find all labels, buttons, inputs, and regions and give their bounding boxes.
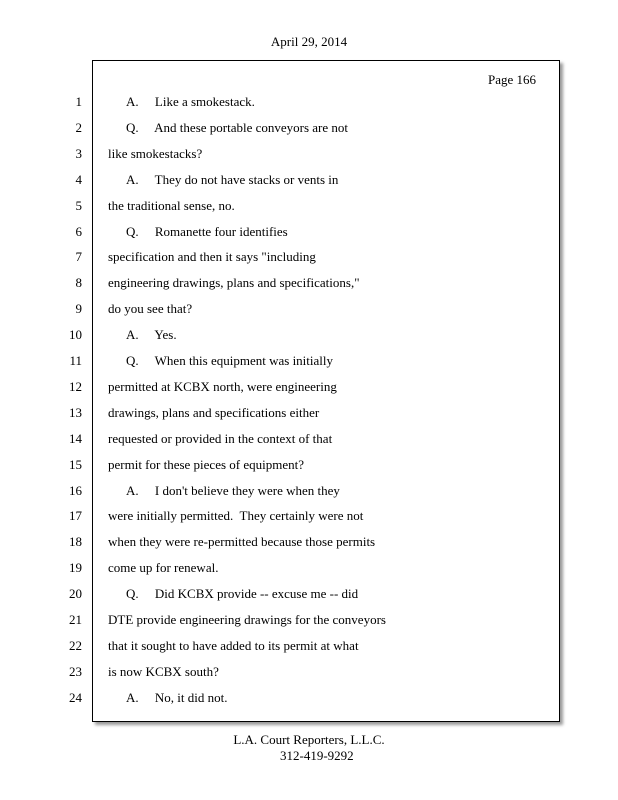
footer-company: L.A. Court Reporters, L.L.C. — [233, 732, 385, 747]
line-number: 21 — [69, 612, 82, 627]
transcript-line — [0, 247, 618, 267]
line-number: 19 — [69, 560, 82, 576]
line-number: 6 — [75, 223, 82, 239]
line-number: 14 — [69, 430, 82, 446]
line-text: A. Like a smokestack. — [126, 94, 255, 109]
transcript-line — [0, 273, 618, 293]
line-number: 18 — [69, 534, 82, 550]
line-number: 9 — [75, 301, 82, 317]
transcript-line — [0, 222, 618, 242]
line-text: permit for these pieces of equipment? — [108, 456, 305, 472]
line-text: when they were re-permitted because those permits — [108, 534, 376, 550]
line-text: Q. Did KCBX provide -- excuse me -- did — [126, 586, 359, 602]
line-text: come up for renewal. — [108, 560, 219, 576]
line-number: 16 — [69, 482, 82, 498]
line-number: 5 — [75, 197, 82, 213]
line-text: is now KCBX south? — [108, 663, 219, 679]
transcript-line — [0, 196, 618, 216]
line-text: the traditional sense, no. — [108, 197, 235, 213]
line-text: do you see that? — [108, 301, 193, 317]
line-number: 17 — [69, 508, 82, 524]
line-text: A. I don't believe they were when they — [126, 482, 340, 498]
page-number: Page 166 — [488, 72, 537, 87]
line-number: 22 — [69, 637, 82, 653]
transcript-line — [0, 325, 618, 345]
line-text: A. They do not have stacks or vents in — [126, 171, 339, 187]
line-text: DTE provide engineering drawings for the conveyors — [108, 612, 386, 627]
transcript-line — [0, 351, 618, 371]
line-text: Q. Romanette four identifies — [126, 223, 288, 239]
line-number: 24 — [69, 689, 82, 705]
transcript-line — [0, 377, 618, 397]
line-number: 13 — [69, 404, 82, 420]
transcript-line — [0, 506, 618, 526]
transcript-date: April 29, 2014 — [270, 34, 348, 49]
transcript-line — [0, 688, 618, 708]
transcript-line — [0, 610, 618, 630]
transcript-line — [0, 558, 618, 578]
transcript-line — [0, 481, 618, 501]
transcript-line — [0, 584, 618, 604]
line-text: Q. When this equipment was initially — [126, 353, 334, 368]
line-text: drawings, plans and specifications either — [108, 404, 320, 420]
transcript-line — [0, 403, 618, 423]
line-number: 12 — [69, 378, 82, 394]
line-text: Q. And these portable conveyors are not — [126, 119, 349, 135]
line-number: 23 — [69, 663, 82, 679]
transcript-line — [0, 662, 618, 682]
transcript-line — [0, 170, 618, 190]
line-number: 7 — [75, 249, 82, 265]
line-text: A. Yes. — [126, 327, 177, 343]
line-text: like smokestacks? — [108, 145, 203, 161]
line-number: 15 — [69, 456, 82, 472]
line-text: engineering drawings, plans and specifications," — [108, 275, 360, 291]
line-number: 8 — [75, 275, 82, 291]
transcript-line — [0, 144, 618, 164]
transcript-line — [0, 455, 618, 475]
transcript-line — [0, 92, 618, 112]
line-text: A. No, it did not. — [126, 689, 228, 705]
line-number: 4 — [75, 171, 82, 187]
transcript-line — [0, 118, 618, 138]
line-number: 11 — [69, 353, 82, 368]
line-number: 3 — [75, 145, 82, 161]
transcript-line — [0, 636, 618, 656]
line-text: were initially permitted. They certainly were not — [108, 508, 364, 524]
line-number: 20 — [69, 586, 82, 602]
line-text: requested or provided in the context of that — [108, 430, 333, 446]
line-text: permitted at KCBX north, were engineering — [108, 378, 337, 394]
line-number: 10 — [69, 327, 82, 343]
footer-phone: 312-419-9292 — [280, 748, 354, 763]
line-text: specification and then it says "including — [108, 249, 316, 265]
transcript-line — [0, 532, 618, 552]
line-number: 1 — [75, 94, 82, 109]
transcript-line — [0, 429, 618, 449]
transcript-line — [0, 299, 618, 319]
line-text: that it sought to have added to its permit at what — [108, 637, 359, 653]
line-number: 2 — [75, 119, 82, 135]
